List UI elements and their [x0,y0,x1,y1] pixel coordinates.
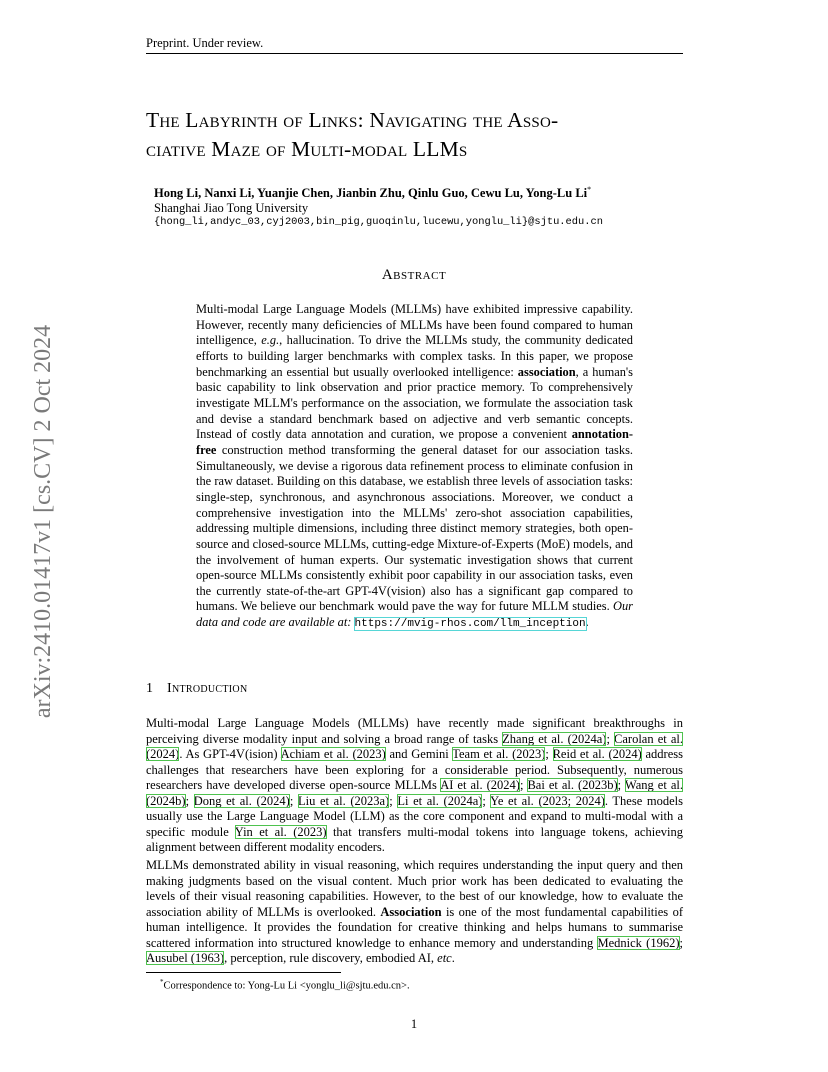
bold-term: Association [380,904,442,919]
citation-link[interactable]: Dong et al. (2024) [193,793,290,808]
abstract-text: . [585,615,589,630]
abstract-text: , hallucination. To drive the MLLMs study, the community dedicated efforts to building larger benchmarks with complex tasks. In this paper, we propose benchmarking an essential but usually overlooked intelligence: [196,333,633,379]
paragraph-text: , perception, rule discovery, embodied AI, [224,951,438,965]
section-heading-introduction [146,681,247,697]
italic-text: etc [437,951,452,965]
citation-link[interactable]: Reid et al. (2024) [552,747,642,761]
paragraph-text: and Gemini [385,747,453,761]
paragraph-text: that transfers multi-modal tokens into language tokens, achieving alignment between different modality encoders. [146,824,683,854]
paragraph-text: address challenges that researchers have been exploring for a considerable period. Subsequently, numerous researchers have developed diverse open-source MLLMs [146,747,684,792]
intro-paragraph-1 [146,716,683,856]
citation-link[interactable]: Wang et al. (2024b) [146,778,683,808]
paragraph-text: ; [545,747,553,761]
arxiv-side-stamp [32,296,56,746]
citation-link[interactable]: Li et al. (2024a) [397,793,483,808]
arxiv-id-text: arXiv:2410.01417v1 [cs.CV] 2 Oct 2024 [30,324,57,718]
abstract-text: Multi-modal Large Language Models (MLLMs) have exhibited impressive capability. However, recently many deficiencies of MLLMs have been found compared to human intelligence, [196,302,633,348]
citation-link[interactable]: AI et al. (2024) [440,778,520,792]
paper-title [146,106,691,164]
author-names: Hong Li, Nanxi Li, Yuanjie Chen, Jianbin Zhu, Qinlu Guo, Cewu Lu, Yong-Lu Li [154,186,588,201]
abstract-text: construction method transforming the general dataset for our association tasks. Simultaneously, we devise a rigorous data refinement process to eliminate confusion in the raw dataset. Building on this database, we establish three levels of association tasks: single-step, synchronous, and asynchronous associations. Moreover, we conduct a comprehensive investigation into the MLLMs' zero-shot association capabilities, addressing multiple dimensions, including three distinct memory strategies, both open-source and closed-source MLLMs, cutting-edge Mixture-of-Experts (MoE) models, and the involvement of human experts. Our systematic investigation shows that current open-source MLLMs consistently exhibit poor capability in our association tasks, even the currently state-of-the-art GPT-4V(vision) also has a significant gap compared to humans. We believe our benchmark would pave the way for future MLLM studies. [196,442,633,614]
paragraph-text: . As GPT-4V(ision) [179,747,281,761]
paragraph-text: Multi-modal Large Language Models (MLLMs) have recently made significant breakthroughs in perceiving diverse modality input and solving a broad range of tasks [146,716,683,746]
project-url-link[interactable]: https://mvig-rhos.com/llm_inception [354,618,586,631]
citation-link[interactable]: Carolan et al. (2024) [146,731,683,761]
citation-link[interactable]: Ausubel (1963) [146,951,225,965]
paragraph-text: . [451,951,455,965]
paragraph-text: ; [519,778,528,792]
affiliation: Shanghai Jiao Tong University [154,201,309,215]
footnote-rule [146,972,341,973]
footnote-mark: * [160,978,164,986]
paragraph-text: ; [606,731,615,746]
paragraph-text: ; [289,793,298,808]
running-header: Preprint. Under review. [146,36,264,50]
abstract-heading: Abstract [381,267,447,283]
header-rule [146,53,683,54]
citation-link[interactable]: Achiam et al. (2023) [280,747,386,761]
paragraph-text: ; [482,793,491,808]
abstract-text: , a human's basic capability to link observation and prior practice memory. To comprehensively investigate MLLM's performance on the association, we formulate the association task and devise a standard benchmark based on adjective and verb semantic concepts. Instead of costly data annotation and curation, we propose a convenient [196,364,633,442]
citation-link[interactable]: Team et al. (2023) [452,747,546,761]
section-number: 1 [146,681,153,696]
author-emails: {hong_li,andyc_03,cyj2003,bin_pig,guoqinlu,lucewu,yonglu_li}@sjtu.edu.cn [154,216,603,228]
abstract-body [196,302,633,633]
footnote-text: Correspondence to: Yong-Lu Li <yonglu_li@sjtu.edu.cn>. [163,980,410,992]
footnote [160,978,410,992]
citation-link[interactable]: Ye et al. (2023; 2024) [490,793,605,808]
title-line-1: The Labyrinth of Links: Navigating the Asso- [146,108,559,132]
abstract-bold: annotation-free [196,427,633,457]
abstract-bold: association [517,364,576,379]
abstract-italic: e.g. [261,333,280,348]
citation-link[interactable]: Bai et al. (2023b) [527,778,618,792]
paragraph-text: MLLMs demonstrated ability in visual reasoning, which requires understanding the input query and then making judgments based on the visual content. Much prior work has been dedicated to evaluating the levels of their visual reasoning capabilities. However, to the best of our knowledge, how to evaluate the association ability of MLLMs is overlooked. [146,858,683,919]
title-line-2: ciative Maze of Multi-modal LLMs [146,137,468,161]
author-footnote-mark: * [587,185,592,194]
paragraph-text: ; [185,793,194,808]
paragraph-text: is one of the most fundamental capabilities of human intelligence. It provides the foundation for creative thinking and helps humans to summarise scattered information into structured knowledge to enhance memory and understanding [146,904,683,950]
citation-link[interactable]: Liu et al. (2023a) [297,793,390,808]
page-number: 1 [410,1017,418,1031]
citation-link[interactable]: Mednick (1962) [597,935,680,950]
citation-link[interactable]: Zhang et al. (2024a) [502,731,607,746]
section-title-text: Introduction [167,681,248,696]
author-list [154,185,684,201]
abstract-italic: Our data and code are available at: [196,599,633,630]
intro-paragraph-2 [146,858,683,967]
paragraph-text: . These models usually use the Large Language Model (LLM) as the core component and expand to multi-modal with a specific module [146,793,683,839]
paragraph-text: ; [617,778,625,792]
citation-link[interactable]: Yin et al. (2023) [234,824,327,839]
paragraph-text: ; [679,935,683,950]
paragraph-text: ; [389,793,398,808]
